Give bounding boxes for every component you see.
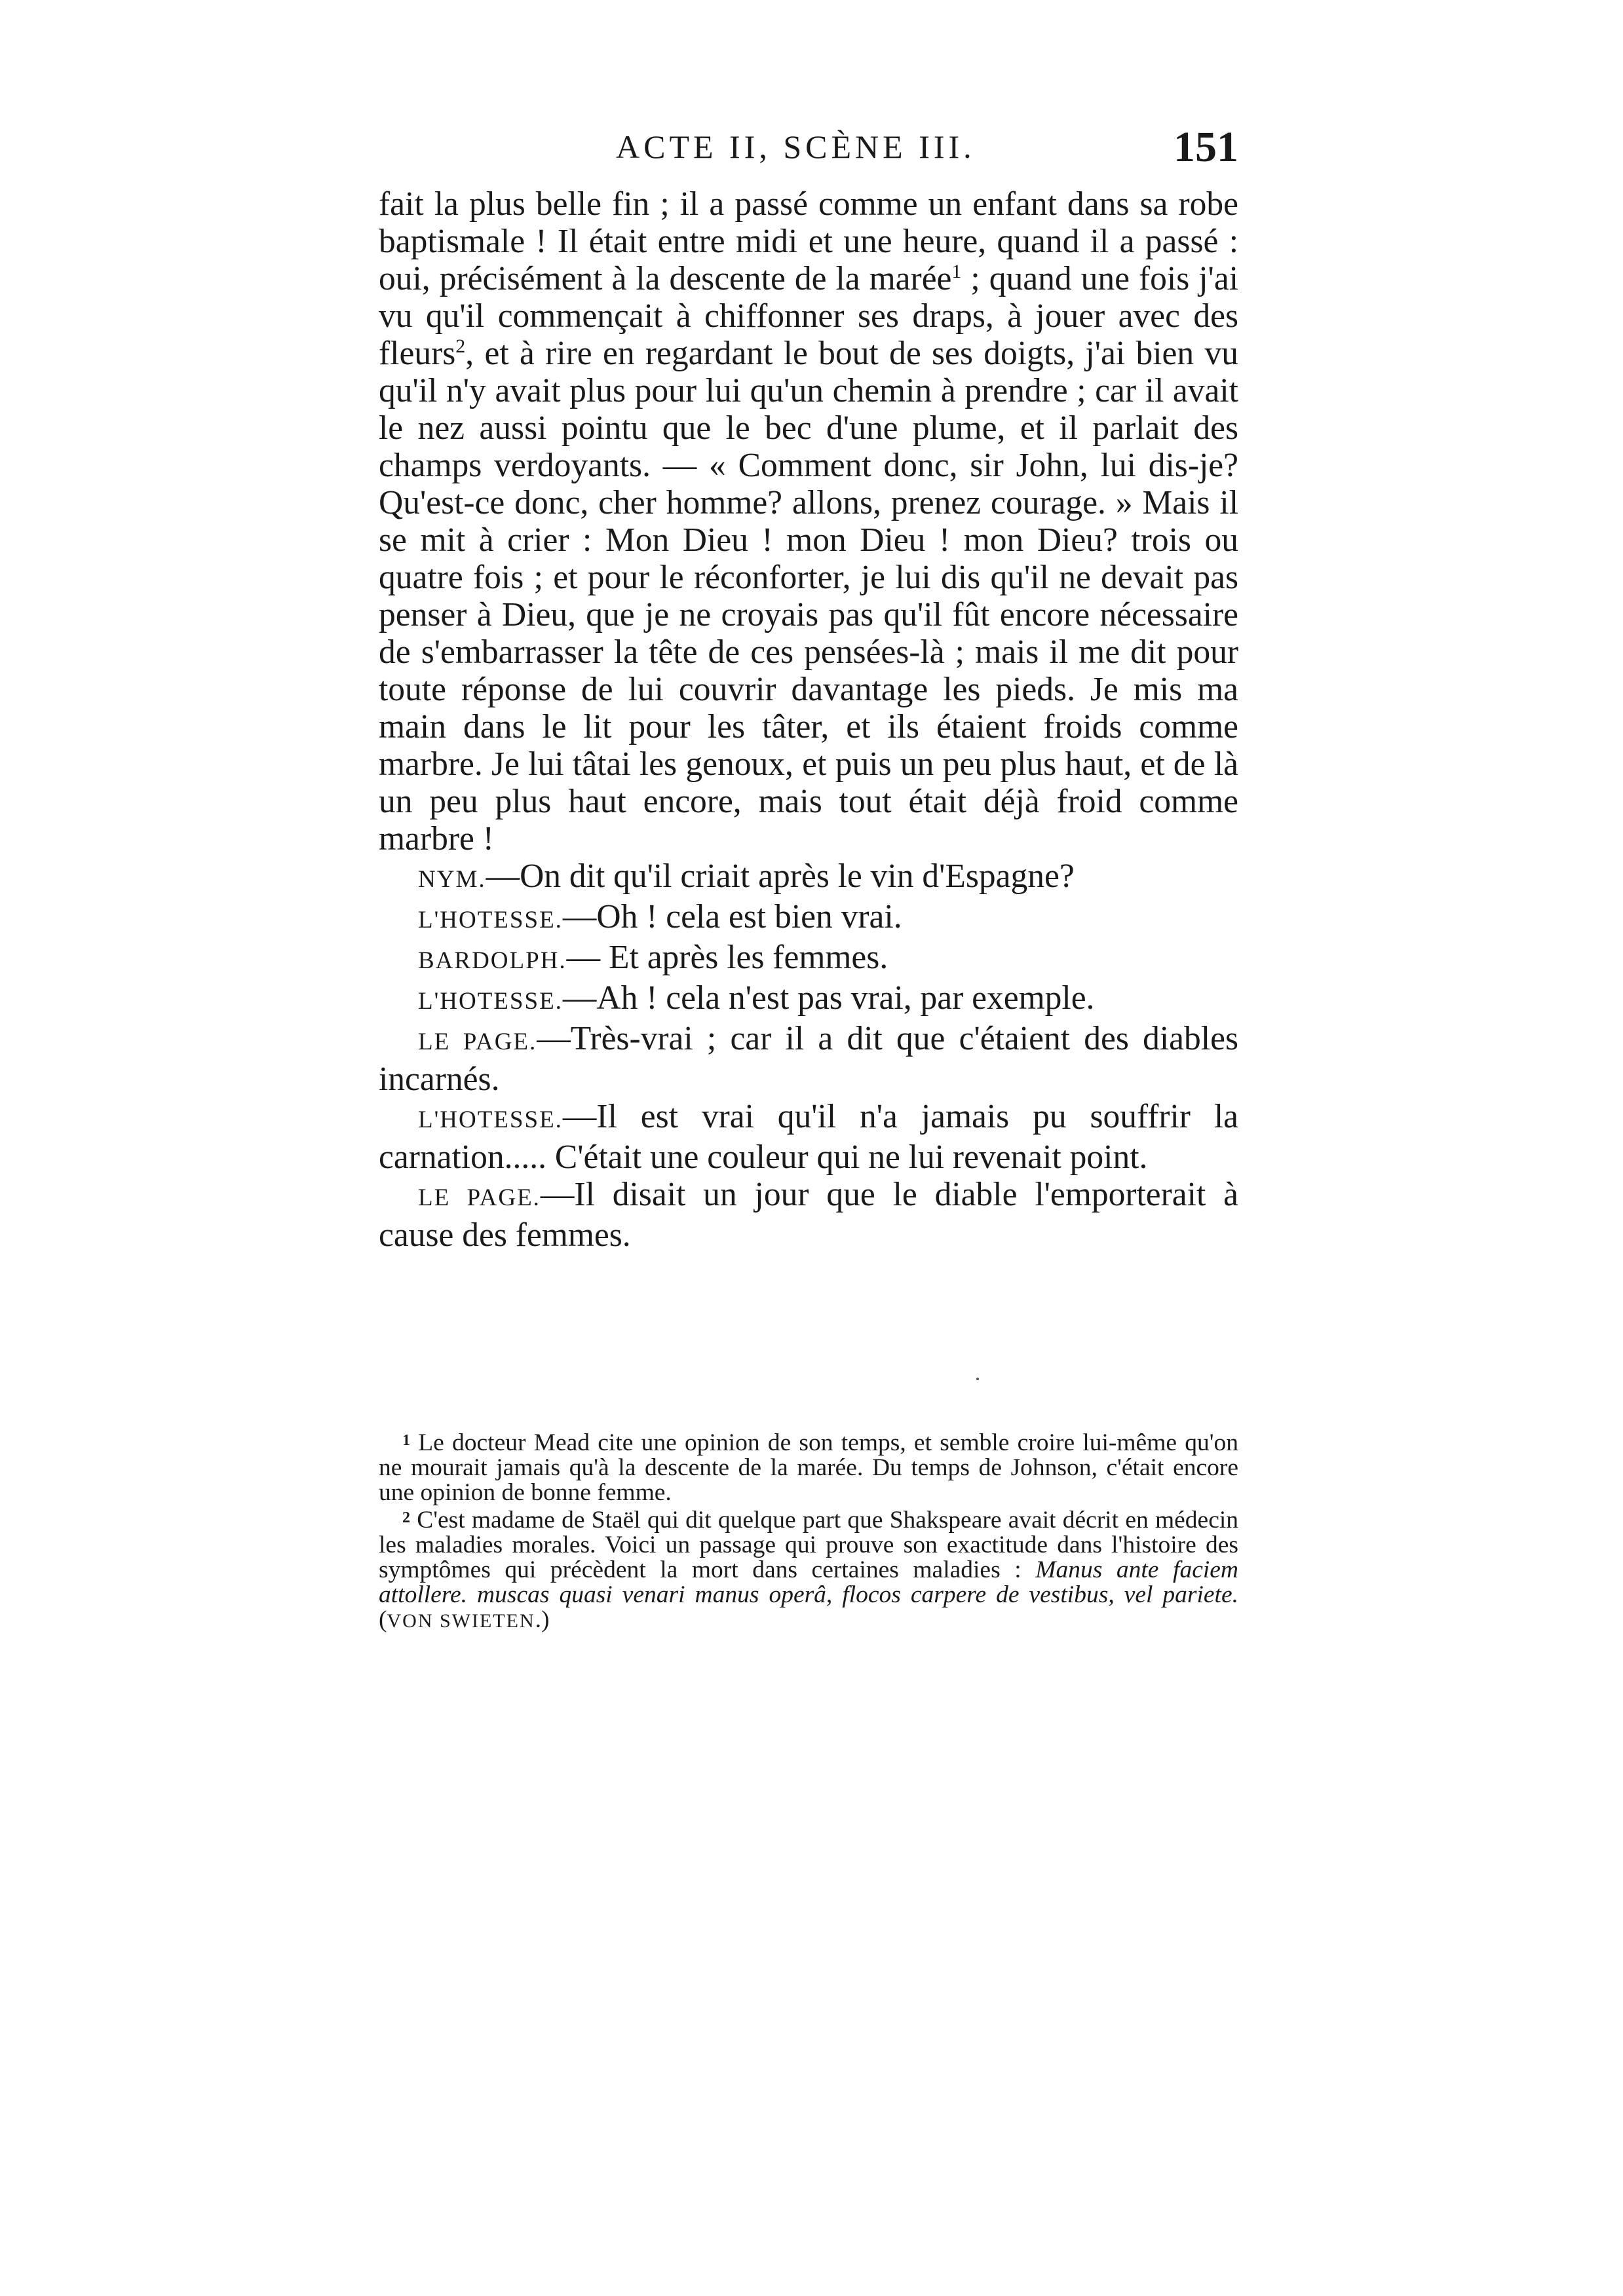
print-speck (976, 1378, 979, 1380)
speaker-name: L'HOTESSE. (418, 1106, 563, 1133)
speech-text: —Il disait un jour que le diable l'emporterait à cause des femmes. (379, 1176, 1238, 1254)
footnote-mark: 2 (402, 1509, 410, 1526)
footnote-2 (379, 1505, 1238, 1634)
speech-text: —Ah ! cela n'est pas vrai, par exemple. (562, 979, 1095, 1017)
footnote-1 (379, 1428, 1238, 1505)
speech-line (379, 857, 1238, 898)
page-number: 151 (1174, 123, 1238, 171)
speaker-name: L'HOTESSE. (418, 988, 563, 1015)
running-title: ACTE II, SCÈNE III. (616, 128, 976, 165)
citation-close: .) (535, 1606, 550, 1633)
speaker-name: BARDOLPH. (418, 947, 567, 974)
speech-line (379, 1020, 1238, 1098)
footnote-mark: 1 (402, 1432, 410, 1449)
speech-text: —Très-vrai ; car il a dit que c'étaient des diables incarnés. (379, 1020, 1238, 1098)
footnote-ref-2: 2 (455, 335, 466, 357)
footnotes (379, 1428, 1238, 1634)
speaker-name: NYM. (418, 866, 486, 893)
footnote-ref-1: 1 (951, 260, 962, 282)
speech-line (379, 898, 1238, 939)
paragraph-continued (379, 185, 1238, 857)
citation-open: ( (379, 1606, 387, 1633)
speech-text: —Oh ! cela est bien vrai. (562, 898, 902, 935)
paragraph-text-part2: ; quand une fois j'ai vu qu'il commençait à chiffonner ses draps, à jouer avec des fleurs (379, 260, 1238, 372)
speech-line (379, 1098, 1238, 1176)
footnote-text: Le docteur Mead cite une opinion de son temps, et semble croire lui-même qu'on ne mourait jamais qu'à la descente de la marée. Du temps de Johnson, c'était encore une opinion de bonne femme. (379, 1429, 1238, 1506)
footnote-text: C'est madame de Staël qui dit quelque part que Shakspeare avait décrit en médecin les maladies morales. Voici un passage qui prouve son exactitude dans l'histoire des symptômes qui précèdent la mort dans certaines maladies : (379, 1507, 1239, 1583)
speaker-name: L'HOTESSE. (418, 907, 563, 933)
speech-line (379, 1176, 1238, 1254)
main-text (379, 185, 1238, 1254)
citation-author: VON SWIETEN (387, 1610, 535, 1632)
latin-quotation: Manus ante faciem attollere. muscas quasi venari manus operâ, flocos carpere de vestibus, vel pariete. (379, 1556, 1238, 1608)
speech-text: — Et après les femmes. (566, 939, 888, 976)
speaker-name: LE PAGE. (418, 1184, 541, 1211)
speech-text: —On dit qu'il criait après le vin d'Espagne? (486, 857, 1075, 895)
speech-line (379, 939, 1238, 979)
page-header (387, 123, 1238, 180)
speech-line (379, 979, 1238, 1020)
speaker-name: LE PAGE. (418, 1028, 537, 1055)
paragraph-text-part1: fait la plus belle fin ; il a passé comme un enfant dans sa robe baptismale ! Il était entre midi et une heure, quand il a passé : oui, précisément à la descente de la marée (379, 185, 1238, 297)
speech-text: —Il est vrai qu'il n'a jamais pu souffrir la carnation..... C'était une couleur qui ne lui revenait point. (379, 1098, 1238, 1176)
paragraph-text-part3: , et à rire en regardant le bout de ses doigts, j'ai bien vu qu'il n'y avait plus pour lui qu'un chemin à prendre ; car il avait le nez aussi pointu que le bec d'une plume, et il parlait des champs verdoyants. — « Comment donc, sir John, lui dis-je? Qu'est-ce donc, cher homme? allons, prenez courage. » Mais il se mit à crier : Mon Dieu ! mon Dieu ! mon Dieu? trois ou quatre fois ; et pour le réconforter, je lui dis qu'il ne devait pas penser à Dieu, que je ne croyais pas qu'il fût encore nécessaire de s'embarrasser la tête de ces pensées-là ; mais il me dit pour toute réponse de lui couvrir davantage les pieds. Je mis ma main dans le lit pour les tâter, et ils étaient froids comme marbre. Je lui tâtai les genoux, et puis un peu plus haut, et de là un peu plus haut encore, mais tout était déjà froid comme marbre ! (379, 335, 1238, 857)
